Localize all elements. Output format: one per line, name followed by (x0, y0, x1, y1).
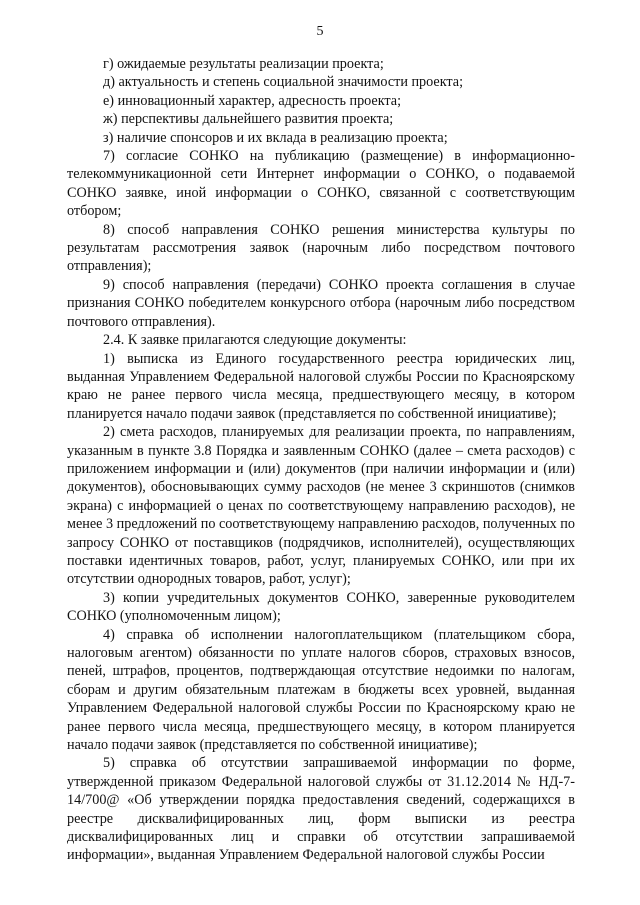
paragraph: 8) способ направления СОНКО решения министерства культуры по результатам рассмотрения заявок (нарочным либо посредством почтового отправления); (67, 221, 575, 275)
paragraph: г) ожидаемые результаты реализации проекта; (103, 56, 384, 72)
paragraph: 3) копии учредительных документов СОНКО, заверенные руководителем СОНКО (уполномоченным лицом); (67, 589, 575, 625)
paragraph: 7) согласие СОНКО на публикацию (размещение) в информационно-телекоммуникационной сети Интернет информации о СОНКО, о подаваемой СОНКО заявке, иной информации о СОНКО, связанной с соответствующим отбором; (67, 148, 575, 220)
paragraph: 1) выписка из Единого государственного реестра юридических лиц, выданная Управлением Федеральной налоговой службы России по Красноярскому краю не ранее первого числа месяца, предшествующего месяцу, в котором планируется начало подачи заявок (представляется по собственной инициативе); (67, 350, 575, 422)
paragraph: 9) способ направления (передачи) СОНКО проекта соглашения в случае признания СОНКО победителем конкурсного отбора (нарочным либо посредством почтового отправления). (67, 276, 575, 330)
paragraph: 2.4. К заявке прилагаются следующие документы: (103, 332, 407, 349)
paragraph: 5) справка об отсутствии запрашиваемой информации по форме, утвержденной приказом Федеральной налоговой службы от 31.12.2014 № НД-7-14/700@ «Об утверждении порядка предоставления сведений, содержащихся в реестре дисквалифицированных лиц, форм выписки из реестра дисквалифицированных лиц и справки об отсутствии запрашиваемой информации», выданная Управлением Федеральной налоговой службы России (67, 755, 575, 864)
page-number: 5 (316, 24, 324, 39)
paragraph: е) инновационный характер, адресность проекта; (103, 92, 402, 109)
paragraph: ж) перспективы дальнейшего развития проекта; (103, 111, 394, 128)
paragraph: 2) смета расходов, планируемых для реализации проекта, по направлениям, указанным в пункте 3.8 Порядка и заявленным СОНКО (далее – смета расходов) с приложением информации и (или) документов (при наличии информации и (или) документов), обосновывающих сумму расходов (не менее 3 скриншотов (снимков экрана) с информацией о ценах по соответствующему направлению расходов), не менее 3 предложений по соответствующему направлению расходов, полученных по запросу СОНКО от поставщиков (подрядчиков, исполнителей), осуществляющих поставки идентичных товаров, работ, услуг, планируемых СОНКО, или при их отсутствии однородных товаров, работ, услуг); (67, 424, 575, 588)
document-body (67, 55, 575, 865)
paragraph: 4) справка об исполнении налогоплательщиком (плательщиком сбора, налоговым агентом) обязанности по уплате налогов сборов, страховых взносов, пеней, штрафов, процентов, подтверждающая отсутствие недоимки по налогам, сборам и другим обязательным платежам в бюджеты всех уровней, выданная Управлением Федеральной налоговой службы России по Красноярскому краю не ранее первого числа месяца, предшествующего месяцу, в котором планируется начало подачи заявок (представляется по собственной инициативе); (67, 626, 575, 754)
paragraph: д) актуальность и степень социальной значимости проекта; (103, 74, 464, 91)
paragraph: з) наличие спонсоров и их вклада в реализацию проекта; (103, 129, 448, 146)
